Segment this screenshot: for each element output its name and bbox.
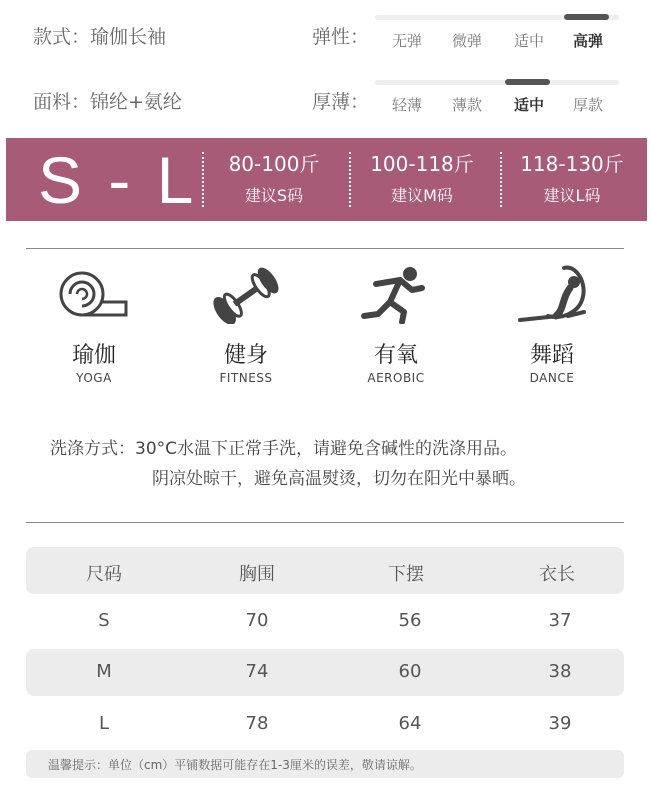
activity-yoga	[34, 264, 154, 385]
activity-name-en: FITNESS	[219, 371, 273, 385]
table-cell: 38	[548, 661, 572, 682]
activity-name-en: AEROBIC	[367, 371, 425, 385]
table-header-cell: 胸围	[239, 564, 275, 585]
size-range: S - L	[38, 143, 198, 217]
style-label: 款式：瑜伽长袖	[33, 26, 167, 48]
yoga-mat-icon	[54, 264, 134, 324]
thickness-title: 厚薄：	[312, 91, 370, 113]
activity-aerobic	[336, 264, 456, 385]
table-cell: 39	[548, 713, 572, 734]
banner-column-m	[352, 148, 492, 206]
weight-range: 118-130斤	[520, 152, 624, 176]
table-cell: M	[96, 661, 112, 682]
thickness-option: 适中	[513, 96, 544, 114]
table-cell: 37	[548, 610, 572, 631]
thickness-option: 轻薄	[391, 96, 422, 114]
table-cell: 60	[398, 661, 422, 682]
activity-name: 瑜伽	[71, 343, 116, 368]
banner-column-s	[204, 148, 344, 206]
table-header-cell: 下摆	[388, 564, 424, 585]
thickness-option: 薄款	[451, 96, 482, 114]
table-cell: 64	[398, 713, 422, 734]
weight-range: 100-118斤	[370, 152, 474, 176]
table-cell: 78	[245, 713, 269, 734]
elasticity-option: 微弹	[451, 32, 482, 50]
dancer-icon	[512, 264, 592, 324]
elasticity-option: 高弹	[572, 32, 603, 50]
thickness-indicator	[505, 79, 550, 85]
elasticity-option: 无弹	[391, 32, 422, 50]
weight-range: 80-100斤	[228, 152, 320, 176]
table-cell: S	[98, 610, 110, 631]
thickness-track	[375, 80, 619, 85]
elasticity-title: 弹性：	[312, 26, 370, 48]
banner-divider	[349, 152, 351, 207]
wash-instructions-line2: 阴凉处晾干，避免高温熨烫，切勿在阳光中暴晒。	[152, 469, 526, 489]
activity-name: 舞蹈	[529, 343, 574, 368]
elasticity-option: 适中	[513, 32, 544, 50]
table-cell: 70	[245, 610, 269, 631]
dumbbell-icon	[206, 264, 286, 324]
activity-name-en: DANCE	[529, 371, 575, 385]
activity-name-en: YOGA	[76, 371, 112, 385]
divider-bottom	[26, 522, 624, 523]
banner-column-l	[502, 148, 642, 206]
size-suggestion: 建议S码	[244, 186, 304, 205]
size-suggestion: 建议M码	[391, 186, 453, 205]
size-banner	[6, 138, 647, 221]
table-cell: 56	[398, 610, 422, 631]
elasticity-indicator	[564, 14, 609, 20]
activity-name: 有氧	[373, 343, 418, 368]
divider-top	[26, 248, 624, 249]
wash-instructions-line1: 洗涤方式：30°C水温下正常手洗，请避免含碱性的洗涤用品。	[50, 439, 518, 459]
activity-dance	[492, 264, 612, 385]
table-cell: L	[98, 713, 110, 734]
thickness-option: 厚款	[572, 96, 603, 114]
activity-name: 健身	[223, 343, 268, 368]
table-cell: 74	[245, 661, 269, 682]
runner-icon	[356, 264, 436, 324]
measurement-tip: 温馨提示：单位（cm）平铺数据可能存在1-3厘米的误差，敬请谅解。	[26, 750, 624, 778]
fabric-label: 面料：锦纶+氨纶	[33, 91, 182, 113]
table-header-cell: 衣长	[539, 564, 575, 585]
table-header-cell: 尺码	[86, 564, 122, 585]
size-suggestion: 建议L码	[543, 186, 601, 205]
activity-fitness	[186, 264, 306, 385]
